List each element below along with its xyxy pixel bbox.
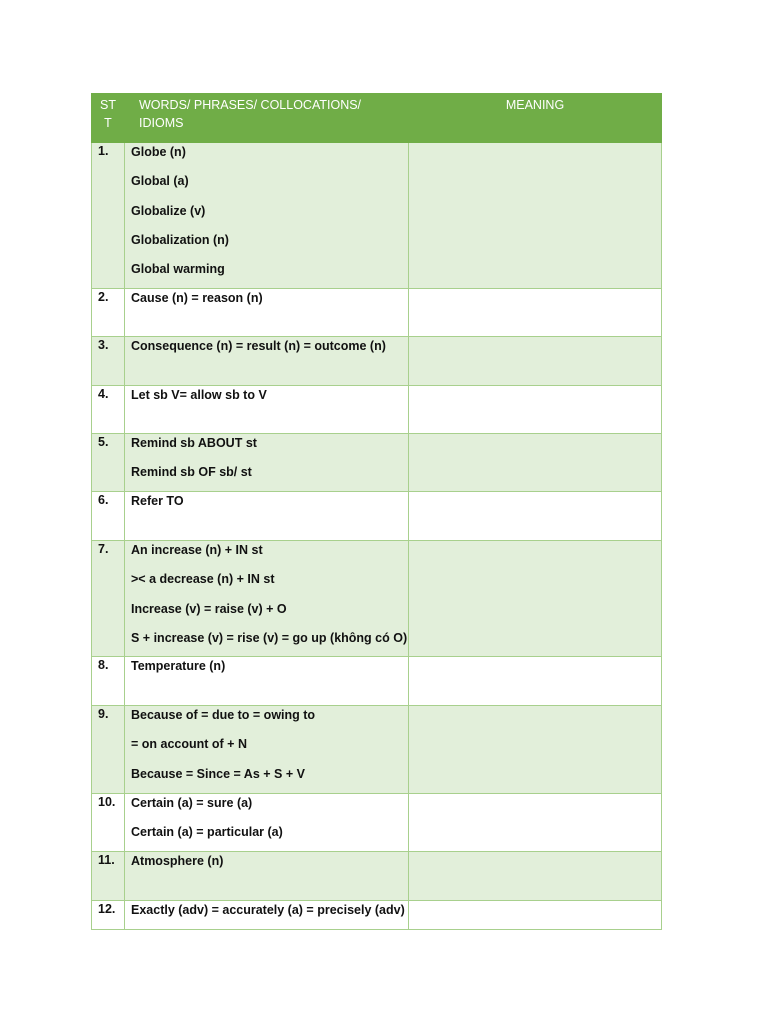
table-row (92, 337, 662, 386)
word-entry: Temperature (n) (131, 659, 226, 673)
word-entry: Because of = due to = owing to (131, 708, 316, 722)
row-words-cell (125, 706, 409, 794)
word-entry: Globalization (n) (131, 232, 229, 247)
header-words (125, 94, 409, 143)
word-entry: Global (a) (131, 174, 189, 189)
row-meaning-cell[interactable] (409, 706, 662, 794)
table-row (92, 434, 662, 492)
row-words-cell (125, 657, 409, 706)
table-body (92, 143, 662, 930)
table-row (92, 852, 662, 901)
row-meaning-cell[interactable] (409, 852, 662, 901)
table-row (92, 794, 662, 852)
row-number: 2. (92, 289, 125, 337)
row-words-cell (125, 901, 409, 930)
row-number: 8. (92, 657, 125, 706)
vocabulary-table (91, 93, 662, 930)
word-entry: Certain (a) = particular (a) (131, 825, 283, 840)
row-words-cell (125, 337, 409, 386)
row-words-cell (125, 794, 409, 852)
header-meaning (409, 94, 662, 143)
word-entry: Remind sb OF sb/ st (131, 465, 252, 480)
word-entry: Exactly (adv) = accurately (a) = precisely (adv) (131, 903, 405, 917)
table-row (92, 386, 662, 434)
header-words-label: WORDS/ PHRASES/ COLLOCATIONS/ IDIOMS (139, 98, 362, 130)
row-number: 10. (92, 794, 125, 852)
word-entry: >< a decrease (n) + IN st (131, 572, 275, 587)
table-row (92, 143, 662, 289)
word-entry: Let sb V= allow sb to V (131, 388, 267, 402)
table-row (92, 289, 662, 337)
word-entry: S + increase (v) = rise (v) = go up (không có O) (131, 630, 408, 645)
word-entry: Globe (n) (131, 145, 186, 159)
row-number: 7. (92, 541, 125, 657)
row-meaning-cell[interactable] (409, 541, 662, 657)
row-number: 9. (92, 706, 125, 794)
word-entry: Refer TO (131, 494, 184, 508)
row-meaning-cell[interactable] (409, 289, 662, 337)
word-entry: Remind sb ABOUT st (131, 436, 257, 450)
table-row (92, 541, 662, 657)
row-words-cell (125, 143, 409, 289)
row-meaning-cell[interactable] (409, 434, 662, 492)
row-meaning-cell[interactable] (409, 901, 662, 930)
header-stt (92, 94, 125, 143)
word-entry: Certain (a) = sure (a) (131, 796, 253, 810)
row-meaning-cell[interactable] (409, 492, 662, 541)
word-entry: Globalize (v) (131, 203, 206, 218)
row-meaning-cell[interactable] (409, 337, 662, 386)
word-entry: = on account of + N (131, 737, 247, 752)
word-entry: Cause (n) = reason (n) (131, 291, 263, 305)
word-entry: An increase (n) + IN st (131, 543, 263, 557)
word-entry: Consequence (n) = result (n) = outcome (n) (131, 339, 386, 353)
word-entry: Increase (v) = raise (v) + O (131, 601, 287, 616)
row-number: 1. (92, 143, 125, 289)
row-meaning-cell[interactable] (409, 386, 662, 434)
row-number: 11. (92, 852, 125, 901)
row-number: 5. (92, 434, 125, 492)
table-row (92, 706, 662, 794)
row-words-cell (125, 492, 409, 541)
row-meaning-cell[interactable] (409, 794, 662, 852)
header-row (92, 94, 662, 143)
row-number: 12. (92, 901, 125, 930)
word-entry: Atmosphere (n) (131, 854, 224, 868)
word-entry: Because = Since = As + S + V (131, 766, 305, 781)
row-number: 3. (92, 337, 125, 386)
row-meaning-cell[interactable] (409, 143, 662, 289)
table-row (92, 901, 662, 930)
row-words-cell (125, 289, 409, 337)
row-meaning-cell[interactable] (409, 657, 662, 706)
row-number: 4. (92, 386, 125, 434)
row-words-cell (125, 434, 409, 492)
row-words-cell (125, 541, 409, 657)
word-entry: Global warming (131, 262, 225, 277)
header-meaning-label: MEANING (505, 98, 565, 112)
table-row (92, 657, 662, 706)
table-header (92, 94, 662, 143)
row-words-cell (125, 386, 409, 434)
row-words-cell (125, 852, 409, 901)
row-number: 6. (92, 492, 125, 541)
table-row (92, 492, 662, 541)
header-stt-label: ST T (100, 98, 116, 130)
